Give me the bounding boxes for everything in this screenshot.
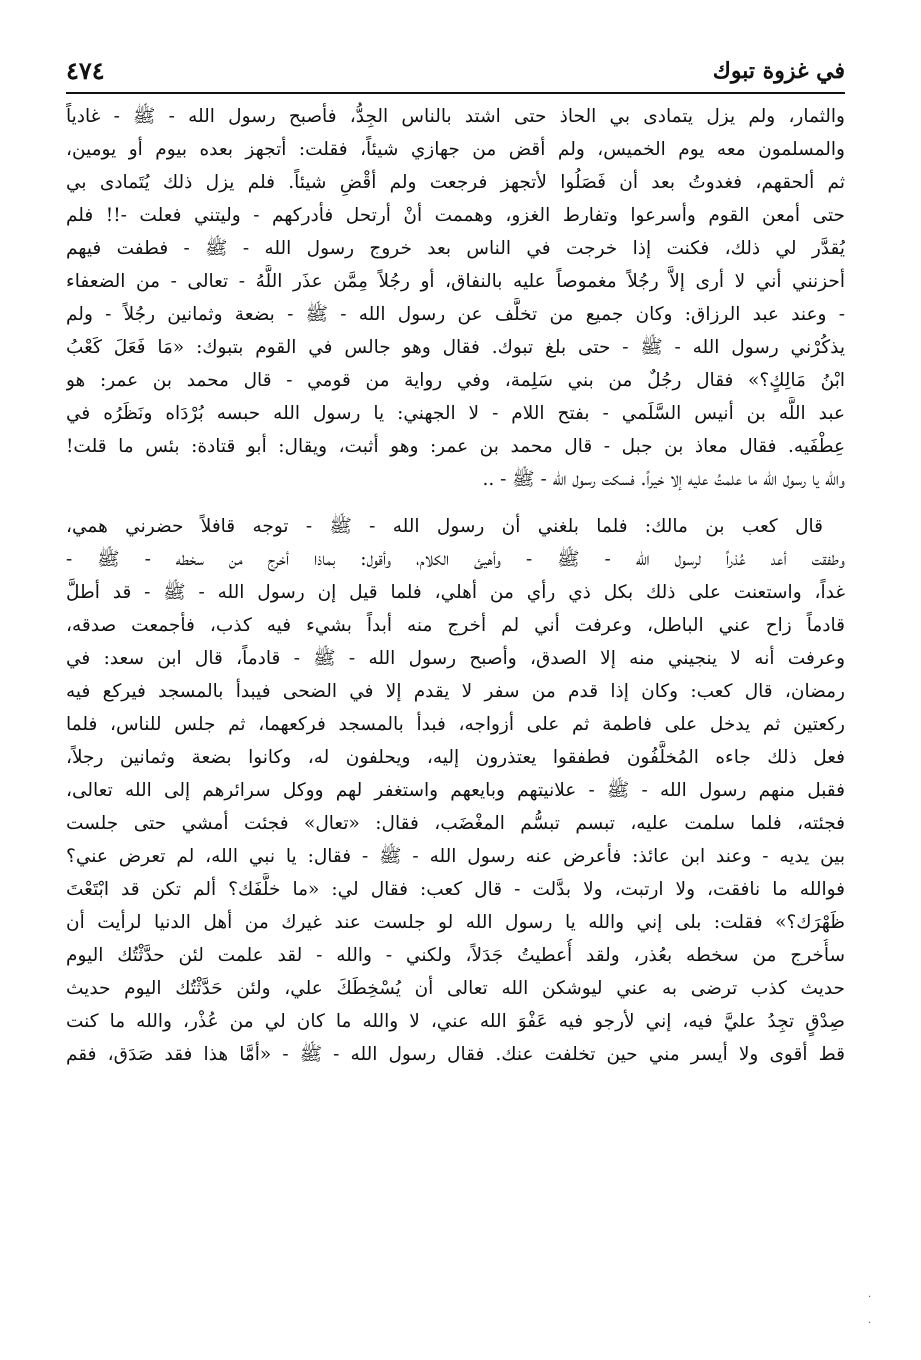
text-line: وعرفت أنه لا ينجيني منه إلا الصدق، وأصبح رسول الله - ﷺ - قادماً، قال ابن سعد: في (66, 648, 845, 669)
text-line-last: والله يا رسول الله ما علمتُ عليه إلا خيراً. فسكت رسول الله - ﷺ - .. (482, 469, 845, 490)
text-line: فوالله ما نافقت، ولا ارتبت، ولا بدَّلت - قال كعب: فقال لي: «ما خلَّفَك؟ ألم تكن قد ابْتَعْتَ (66, 879, 845, 900)
text-line: حتى أمعن القوم وأسرعوا وتفارط الغزو، وهممت أنْ أرتحل فأدركهم - وليتني فعلت -!! فلم (66, 205, 845, 226)
paragraph-1 (66, 100, 845, 496)
scan-speck: · (868, 1318, 872, 1329)
text-line: - وعند عبد الرزاق: وكان جميع من تخلَّف عن رسول الله - ﷺ - بضعة وثمانين رجُلاً - ولم (66, 304, 845, 325)
text-line: فقبل منهم رسول الله - ﷺ - علانيتهم وبايعهم واستغفر لهم ووكل سرائرهم إلى الله تعالى، (66, 780, 845, 801)
text-line: والمسلمون معه يوم الخميس، ولم أقض من جهازي شيئاً، فقلت: أتجهز بعده بيوم أو يومين، (66, 139, 845, 160)
text-line: عبد اللَّه بن أنيس السَّلَمي - بفتح اللام - لا الجهني: يا رسول الله حبسه بُرْدَاه ونَظَرُه في (66, 403, 845, 424)
text-line: عِطْفَيه. فقال معاذ بن جبل - قال محمد بن عمر: وهو أثبت، ويقال: أبو قتادة: بئس ما قلت! (66, 436, 845, 457)
text-line: ابْنُ مَالِكٍ؟» فقال رجُلٌ من بني سَلِمة، وفي رواية من قومي - قال محمد بن عمر: هو (66, 370, 845, 391)
text-line: فجئته، فلما سلمت عليه، تبسم تبسُّم المغْضَب، فقال: «تعال» فجئت أمشي حتى جلست (66, 813, 845, 834)
text-line: يذكُرْني رسول الله - ﷺ - حتى بلغ تبوك. فقال وهو جالس في القوم بتبوك: «مَا فَعَلَ كَعْبُ (66, 337, 845, 358)
text-line: وطفقت أعد عُذراً لرسول الله - ﷺ - وأهيئ الكلام، وأقول: بماذا أخرج من سخطه - ﷺ - (66, 549, 845, 570)
text-line: رمضان، قال كعب: وكان إذا قدم من سفر لا يقدم إلا في الضحى فيبدأ بالمسجد فيركع فيه (66, 681, 845, 702)
text-line-first: قال كعب بن مالك: فلما بلغني أن رسول الله - ﷺ - توجه قافلاً حضرني همي، (66, 516, 823, 537)
page-header (66, 52, 845, 94)
paragraph-gap (66, 496, 845, 510)
text-line: غداً، واستعنت على ذلك بكل ذي رأي من أهلي، فلما قيل إن رسول الله - ﷺ - قد أطلَّ (66, 582, 845, 603)
text-line: صِدْقٍ تجِدُ عليَّ فيه، إني لأرجو فيه عَفْوَ الله عني، لا والله ما كان لي من عُذْر، والله ما كنت (66, 1011, 845, 1032)
text-line: والثمار، ولم يزل يتمادى بي الحاذ حتى اشتد بالناس الجِدُّ، فأصبح رسول الله - ﷺ - غادياً (66, 106, 845, 127)
text-line: حديث كذب ترضى به عني ليوشكن الله تعالى أن يُسْخِطَكَ علي، ولئن حَدَّثْتُك اليوم حديث (66, 978, 845, 999)
text-line: ركعتين ثم يدخل على فاطمة ثم على أزواجه، فبدأ بالمسجد فركعهما، ثم جلس للناس، فلما (66, 714, 845, 735)
text-line: ظَهْرَك؟» فقلت: بلى إني والله يا رسول الله لو جلست عند غيرك من أهل الدنيا لرأيت أن (66, 912, 845, 933)
text-line: بين يديه - وعند ابن عائذ: فأعرض عنه رسول الله - ﷺ - فقال: يا نبي الله، لم تعرض عني؟ (66, 846, 845, 867)
page-number: ٤٧٤ (66, 56, 105, 85)
text-line: سأُخرج من سخطه بعُذر، ولقد أُعطيتُ جَدَلاً، ولكني - والله - لقد علمت لئن حدَّثْتُك اليوم (66, 945, 845, 966)
text-line: فعل ذلك جاءه المُخلَّفُون فطفقوا يعتذرون إليه، ويحلفون له، وكانوا بضعة وثمانين رجلاً، (66, 747, 845, 768)
text-line: يُقدَّر لي ذلك، فكنت إذا خرجت في الناس بعد خروج رسول الله - ﷺ - فطفت فيهم (66, 238, 845, 259)
scan-speck: · (868, 1292, 872, 1303)
text-line: أحزنني أني لا أرى إلاَّ رجُلاً مغموصاً عليه بالنفاق، أو رجُلاً مِمَّن عذَر اللَّهُ - تعالى - من الضعفاء (66, 271, 845, 292)
running-title: في غزوة تبوك (712, 58, 845, 84)
paragraph-2 (66, 510, 845, 1071)
text-line: ثم ألحقهم، فغدوتُ بعد أن فَصَلُوا لأتجهز فرجعت ولم أقْضِ شيئاً. فلم يزل ذلك يُتَمادى بي (66, 172, 845, 193)
text-line: قط أقوى ولا أيسر مني حين تخلفت عنك. فقال رسول الله - ﷺ - «أمَّا هذا فقد صَدَق، فقم (66, 1044, 845, 1065)
body-text (66, 100, 845, 1360)
text-line: قادماً زاح عني الباطل، وعرفت أني لم أخرج منه أبداً بشيء فيه كذب، فأجمعت صدقه، (66, 615, 845, 636)
